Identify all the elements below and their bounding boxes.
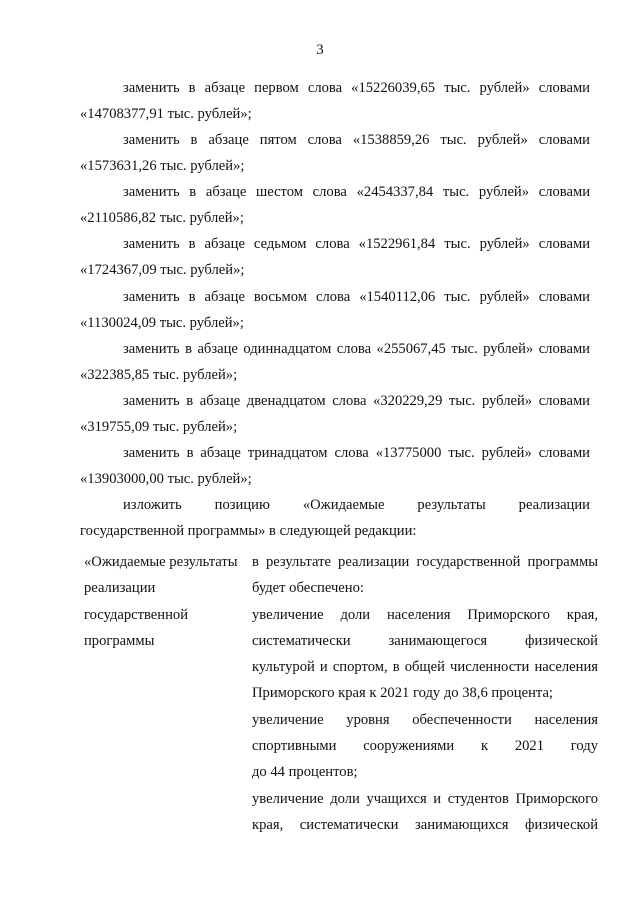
lead-line-2: государственной программы» в следующей редакции: bbox=[80, 523, 417, 539]
amendment-text: заменить в абзаце пятом слова «1538859,26 тыс. рублей» словами bbox=[123, 132, 590, 148]
amendment-replacement: «1724367,09 тыс. рублей»; bbox=[80, 262, 245, 278]
table-right-line: увеличение доли населения Приморского края, bbox=[252, 606, 598, 623]
table-left-column bbox=[84, 549, 249, 654]
table-right-line: увеличение уровня обеспеченности населения bbox=[252, 711, 598, 728]
amendment-text: заменить в абзаце первом слова «15226039,65 тыс. рублей» словами bbox=[123, 80, 590, 96]
amendment-replacement: «1573631,26 тыс. рублей»; bbox=[80, 158, 245, 174]
amendment-replacement: «2110586,82 тыс. рублей»; bbox=[80, 210, 244, 226]
amendment-replacement: «322385,85 тыс. рублей»; bbox=[80, 367, 238, 383]
amendment-text: заменить в абзаце шестом слова «2454337,84 тыс. рублей» словами bbox=[123, 184, 590, 200]
table-right-line: будет обеспечено: bbox=[252, 580, 364, 597]
page-number: 3 bbox=[316, 42, 324, 58]
amendment-text: заменить в абзаце седьмом слова «1522961,84 тыс. рублей» словами bbox=[123, 236, 590, 252]
lead-line-1: изложить позицию «Ожидаемые результаты реализации bbox=[123, 497, 590, 513]
table-right-column bbox=[252, 549, 598, 838]
amendment-text: заменить в абзаце двенадцатом слова «320229,29 тыс. рублей» словами bbox=[123, 393, 590, 409]
amendment-text: заменить в абзаце тринадцатом слова «13775000 тыс. рублей» словами bbox=[123, 445, 590, 461]
table-right-line: культурой и спортом, в общей численности населения bbox=[252, 659, 598, 676]
amendment-replacement: «319755,09 тыс. рублей»; bbox=[80, 419, 238, 435]
table-left-line: реализации bbox=[84, 580, 156, 597]
table-right-line: в результате реализации государственной программы bbox=[252, 554, 598, 570]
table-left-line: программы bbox=[84, 632, 155, 649]
amendment-text: заменить в абзаце восьмом слова «1540112,06 тыс. рублей» словами bbox=[123, 289, 590, 305]
table-right-line: спортивными сооружениями к 2021 году bbox=[252, 738, 598, 755]
table-right-line: края, систематически занимающихся физической bbox=[252, 816, 598, 833]
table-right-line: Приморского края к 2021 году до 38,6 процента; bbox=[252, 685, 553, 702]
table-left-line: государственной bbox=[84, 606, 189, 623]
amendment-replacement: «13903000,00 тыс. рублей»; bbox=[80, 471, 252, 487]
amendment-replacement: «14708377,91 тыс. рублей»; bbox=[80, 106, 252, 122]
amendment-replacement: «1130024,09 тыс. рублей»; bbox=[80, 315, 244, 331]
amendment-text: заменить в абзаце одиннадцатом слова «255067,45 тыс. рублей» словами bbox=[123, 341, 590, 357]
table-right-line: увеличение доли учащихся и студентов Приморского bbox=[252, 790, 598, 807]
table-right-line: систематически занимающегося физической bbox=[252, 632, 598, 649]
table-right-line: до 44 процентов; bbox=[252, 764, 358, 781]
table-left-line: «Ожидаемые результаты bbox=[84, 554, 238, 570]
